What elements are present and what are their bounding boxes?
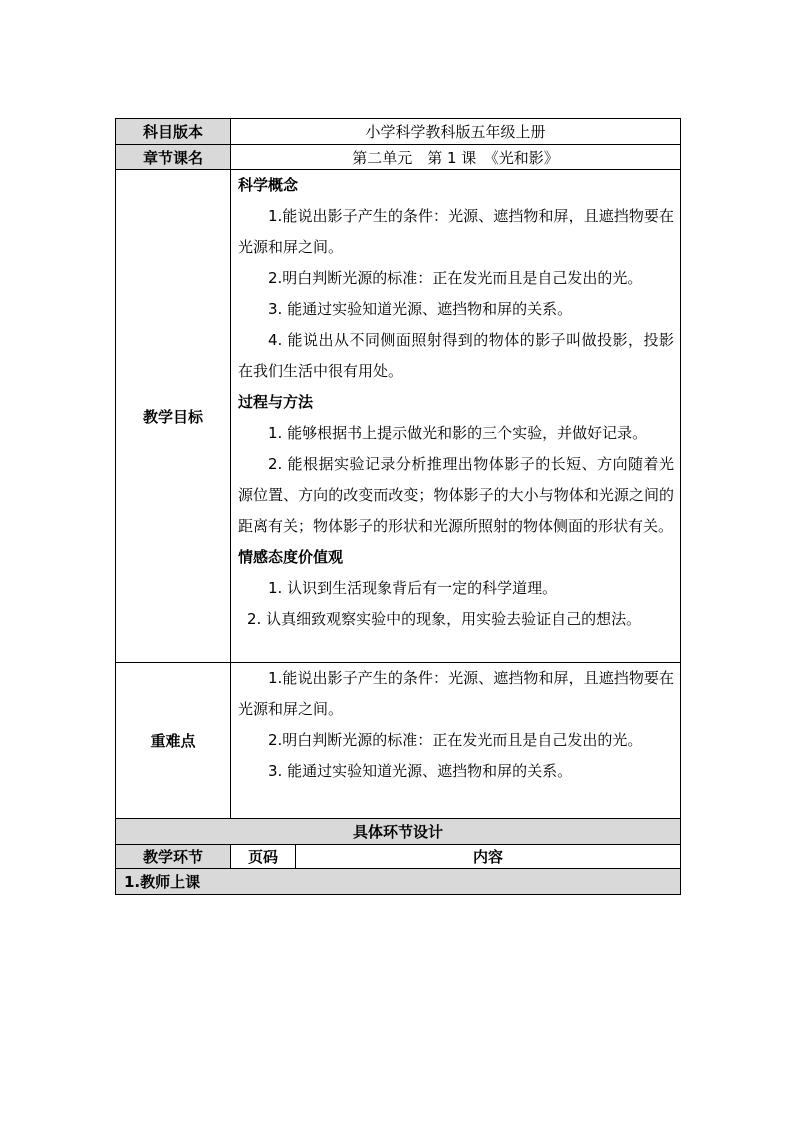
key-points-row (116, 663, 681, 819)
objectives-content (231, 170, 681, 663)
attitude-item-2: 2. 认真细致观察实验中的现象，用实验去验证自己的想法。 (247, 610, 642, 628)
design-heading: 具体环节设计 (116, 819, 681, 845)
column-header-row (116, 845, 681, 869)
key-points-label: 重难点 (116, 663, 231, 819)
first-stage-row (116, 869, 681, 895)
key-point-3: 3. 能通过实验知道光源、遮挡物和屏的关系。 (268, 762, 573, 780)
concept-item-4: 4. 能说出从不同侧面照射得到的物体的影子叫做投影，投影在我们生活中很有用处。 (238, 331, 675, 380)
subject-version-row (116, 119, 681, 145)
subject-version-label: 科目版本 (116, 119, 231, 145)
design-heading-row (116, 819, 681, 845)
first-stage-label: 1.教师上课 (116, 869, 681, 895)
subject-version-value: 小学科学教科版五年级上册 (231, 119, 681, 145)
key-point-2: 2.明白判断光源的标准：正在发光而且是自己发出的光。 (268, 731, 643, 749)
lesson-plan-table (115, 118, 681, 895)
attitude-heading: 情感态度价值观 (238, 548, 344, 566)
key-points-content (231, 663, 681, 819)
chapter-value: 第二单元 第 1 课 《光和影》 (231, 145, 681, 170)
concept-item-3: 3. 能通过实验知道光源、遮挡物和屏的关系。 (268, 300, 573, 318)
content-column-header: 内容 (296, 845, 681, 869)
chapter-row (116, 145, 681, 170)
stage-column-header: 教学环节 (116, 845, 231, 869)
chapter-label: 章节课名 (116, 145, 231, 170)
objectives-label: 教学目标 (116, 170, 231, 663)
key-point-1: 1.能说出影子产生的条件：光源、遮挡物和屏，且遮挡物要在光源和屏之间。 (238, 669, 675, 718)
attitude-item-1: 1. 认识到生活现象背后有一定的科学道理。 (268, 579, 558, 597)
process-heading: 过程与方法 (238, 393, 314, 411)
objectives-row (116, 170, 681, 663)
concept-heading: 科学概念 (238, 176, 299, 194)
page-column-header: 页码 (231, 845, 296, 869)
concept-item-1: 1.能说出影子产生的条件：光源、遮挡物和屏，且遮挡物要在光源和屏之间。 (238, 207, 675, 256)
process-item-2: 2. 能根据实验记录分析推理出物体影子的长短、方向随着光源位置、方向的改变而改变；物体影子的大小与物体和光源之间的距离有关；物体影子的形状和光源所照射的物体侧面的形状有关。 (238, 455, 675, 535)
concept-item-2: 2.明白判断光源的标准：正在发光而且是自己发出的光。 (268, 269, 643, 287)
process-item-1: 1. 能够根据书上提示做光和影的三个实验，并做好记录。 (268, 424, 648, 442)
